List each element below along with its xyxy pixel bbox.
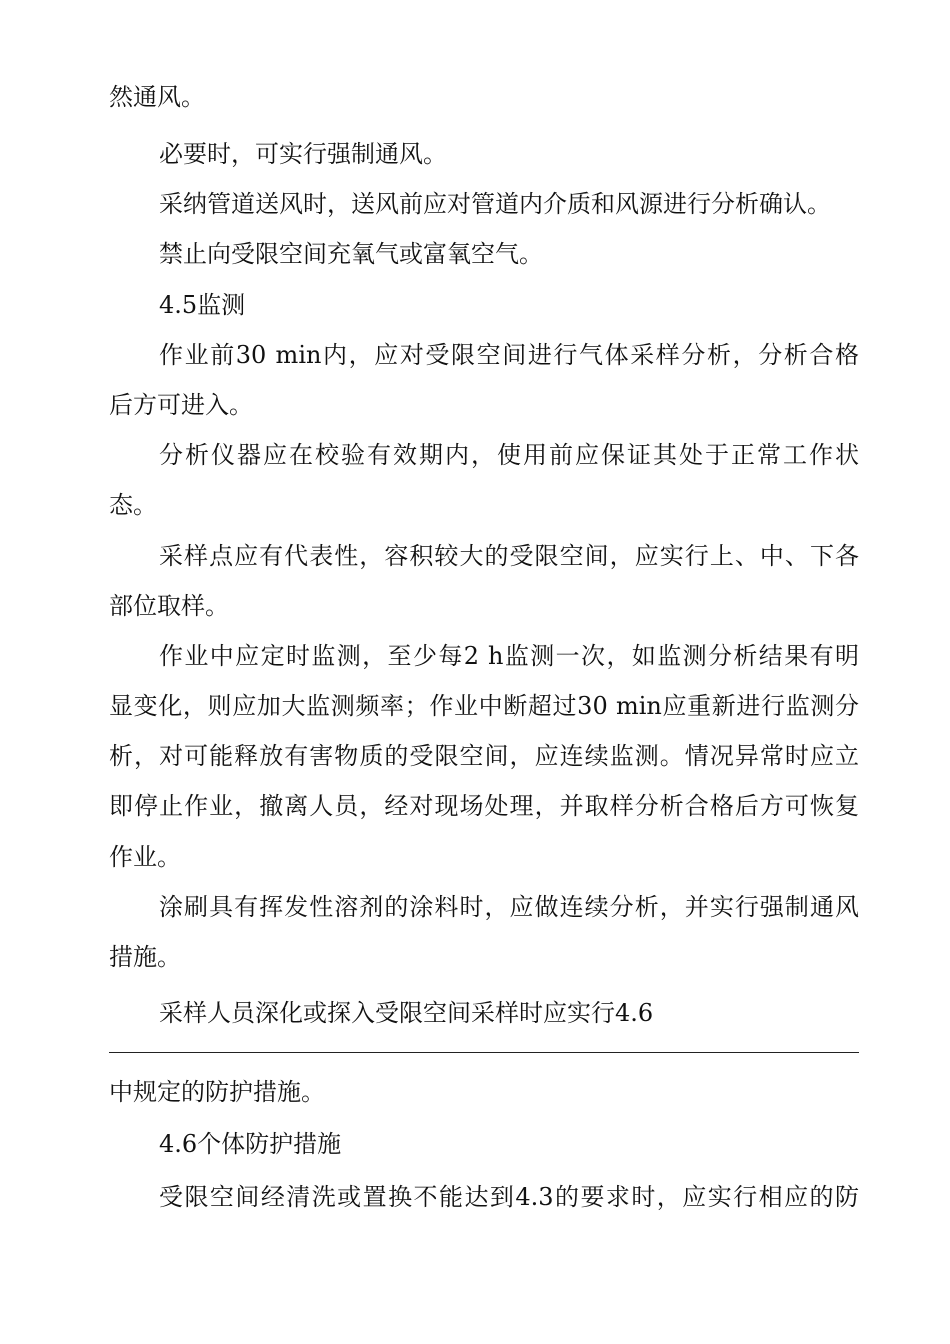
text-line: 部位取样。: [109, 592, 229, 620]
text-line: 析，对可能释放有害物质的受限空间，应连续监测。情况异常时应立: [109, 742, 859, 770]
text-line: 措施。: [109, 943, 181, 971]
horizontal-rule: [109, 1052, 859, 1053]
text-line: 采样点应有代表性，容积较大的受限空间，应实行上、中、下各: [159, 542, 859, 570]
section-heading: 4.6个体防护措施: [159, 1130, 342, 1158]
text-line: 涂刷具有挥发性溶剂的涂料时，应做连续分析，并实行强制通风: [159, 893, 859, 921]
section-heading: 4.5监测: [159, 291, 246, 319]
text-line: 必要时，可实行强制通风。: [159, 140, 447, 168]
text-line: 作业前30 min内，应对受限空间进行气体采样分析，分析合格: [159, 341, 859, 369]
text-line: 然通风。: [109, 83, 205, 111]
text-line: 采样人员深化或探入受限空间采样时应实行4.6: [159, 999, 654, 1027]
text-line: 作业中应定时监测，至少每2 h监测一次，如监测分析结果有明: [159, 642, 859, 670]
text-line: 受限空间经清洗或置换不能达到4.3的要求时，应实行相应的防: [159, 1183, 859, 1211]
text-line: 中规定的防护措施。: [109, 1078, 325, 1106]
text-line: 采纳管道送风时，送风前应对管道内介质和风源进行分析确认。: [159, 190, 831, 218]
text-line: 态。: [109, 491, 157, 519]
text-line: 分析仪器应在校验有效期内，使用前应保证其处于正常工作状: [159, 441, 859, 469]
text-line: 后方可进入。: [109, 391, 253, 419]
text-line: 禁止向受限空间充氧气或富氧空气。: [159, 240, 543, 268]
text-line: 即停止作业，撤离人员，经对现场处理，并取样分析合格后方可恢复: [109, 792, 859, 820]
text-line: 作业。: [109, 843, 181, 871]
text-line: 显变化，则应加大监测频率；作业中断超过30 min应重新进行监测分: [109, 692, 859, 720]
